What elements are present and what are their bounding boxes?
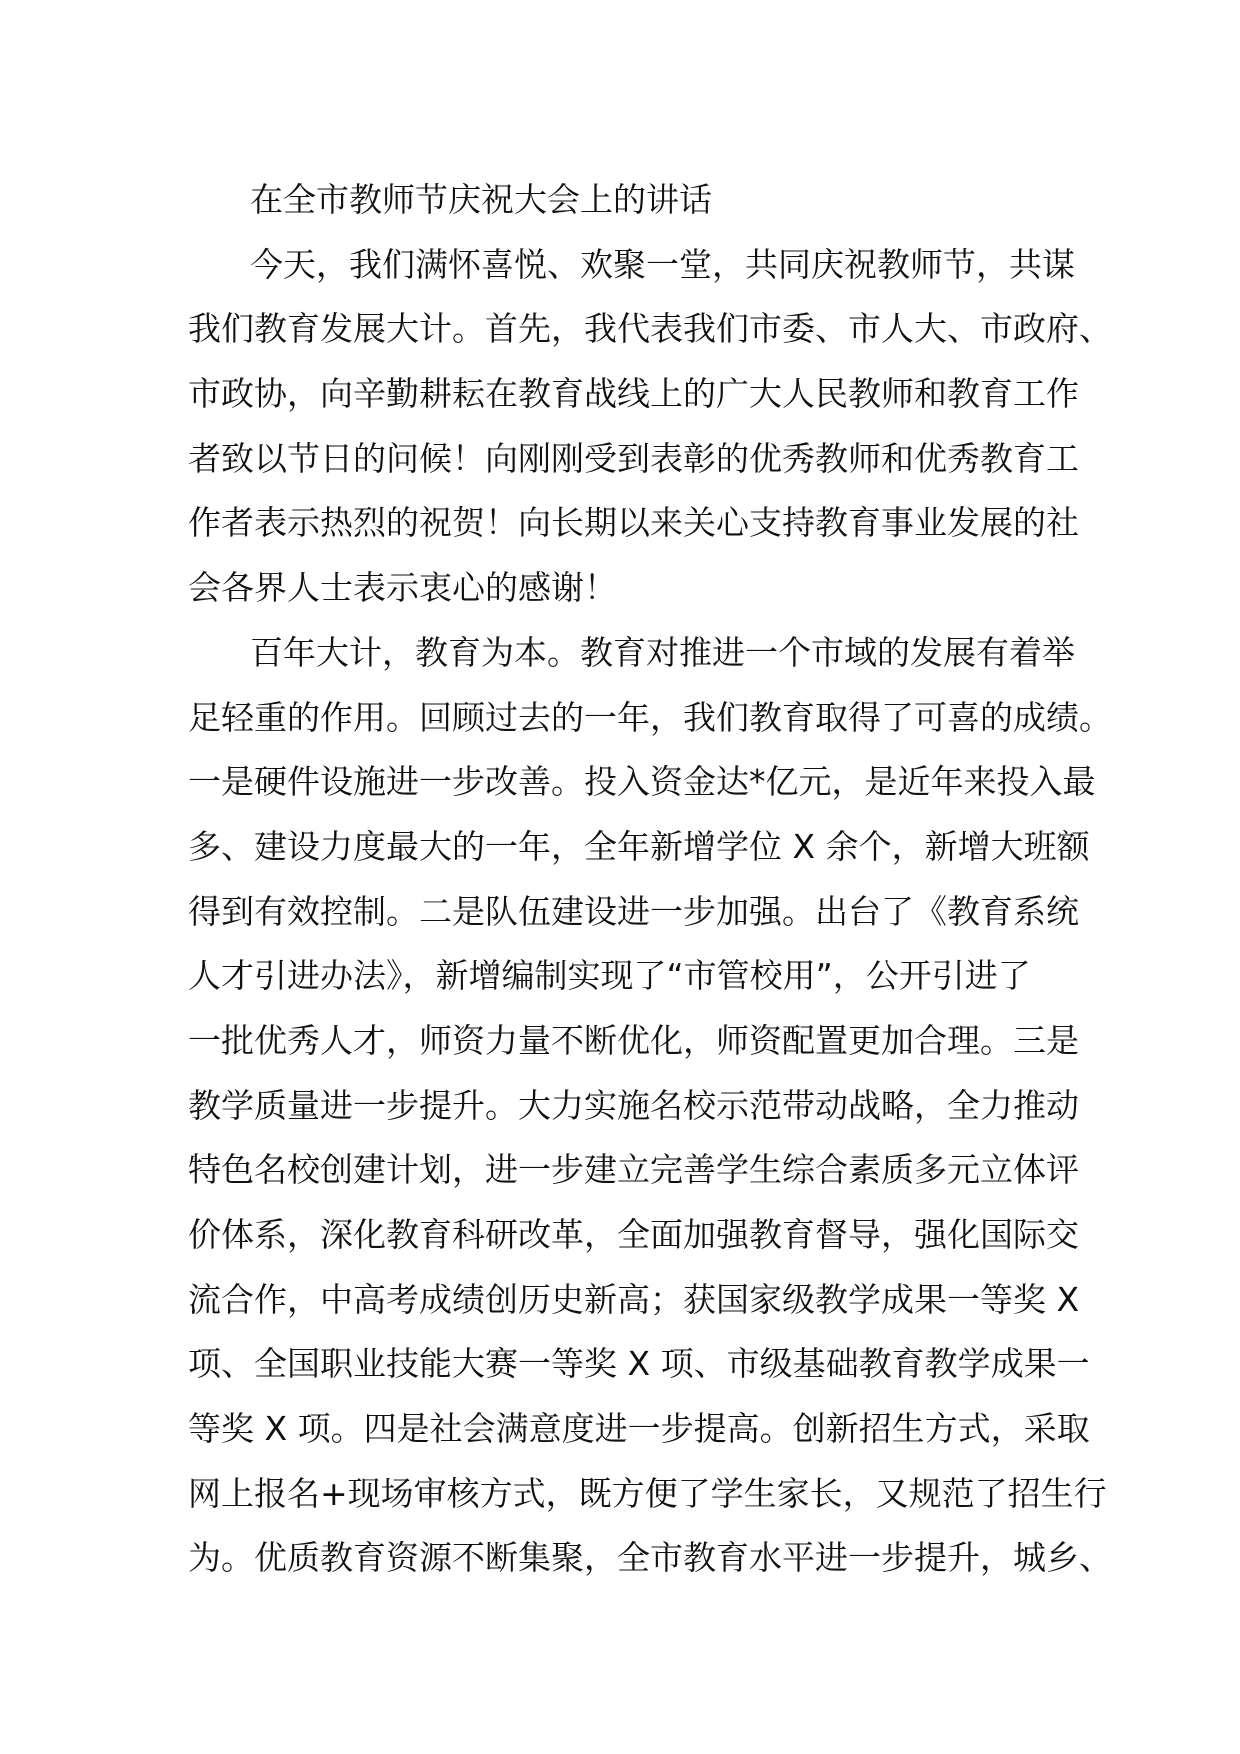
paragraph-line: 一批优秀人才，师资力量不断优化，师资配置更加合理。三是 <box>188 1020 1079 1060</box>
paragraph-line: 为。优质教育资源不断集聚，全市教育水平进一步提升，城乡、 <box>188 1538 1112 1578</box>
paragraph-line: 教学质量进一步提升。大力实施名校示范带动战略，全力推动 <box>188 1085 1079 1125</box>
paragraph-2 <box>188 621 1112 1591</box>
paragraph-line: 特色名校创建计划，进一步建立完善学生综合素质多元立体评 <box>188 1150 1079 1190</box>
paragraph-1 <box>188 233 1112 621</box>
paragraph-line: 会各界人士表示衷心的感谢！ <box>188 568 617 608</box>
paragraph-line: 我们教育发展大计。首先，我代表我们市委、市人大、市政府、 <box>188 309 1112 349</box>
paragraph-line: 足轻重的作用。回顾过去的一年，我们教育取得了可喜的成绩。 <box>188 697 1112 737</box>
document-title: 在全市教师节庆祝大会上的讲话 <box>250 180 712 219</box>
paragraph-line: 等奖 X 项。四是社会满意度进一步提高。创新招生方式，采取 <box>188 1409 1090 1449</box>
paragraph-line: 人才引进办法》，新增编制实现了“市管校用”，公开引进了 <box>188 956 1031 996</box>
paragraph-line: 网上报名+现场审核方式，既方便了学生家长，又规范了招生行 <box>188 1473 1107 1513</box>
paragraph-line: 多、建设力度最大的一年，全年新增学位 X 余个，新增大班额 <box>188 826 1090 866</box>
paragraph-line: 得到有效控制。二是队伍建设进一步加强。出台了《教育系统 <box>188 891 1079 931</box>
paragraph-line: 一是硬件设施进一步改善。投入资金达*亿元，是近年来投入最 <box>188 762 1096 802</box>
paragraph-line: 市政协，向辛勤耕耘在教育战线上的广大人民教师和教育工作 <box>188 374 1079 414</box>
paragraph-line: 百年大计，教育为本。教育对推进一个市域的发展有着举 <box>250 632 1075 672</box>
paragraph-line: 今天，我们满怀喜悦、欢聚一堂，共同庆祝教师节，共谋 <box>250 244 1075 284</box>
paragraph-line: 项、全国职业技能大赛一等奖 X 项、市级基础教育教学成果一 <box>188 1344 1090 1384</box>
paragraph-line: 者致以节日的问候！向刚刚受到表彰的优秀教师和优秀教育工 <box>188 438 1079 478</box>
paragraph-line: 作者表示热烈的祝贺！向长期以来关心支持教育事业发展的社 <box>188 503 1079 543</box>
paragraph-line: 流合作，中高考成绩创历史新高；获国家级教学成果一等奖 X <box>188 1279 1080 1319</box>
paragraph-line: 价体系，深化教育科研改革，全面加强教育督导，强化国际交 <box>188 1215 1079 1254</box>
speech-body <box>188 168 1112 1591</box>
